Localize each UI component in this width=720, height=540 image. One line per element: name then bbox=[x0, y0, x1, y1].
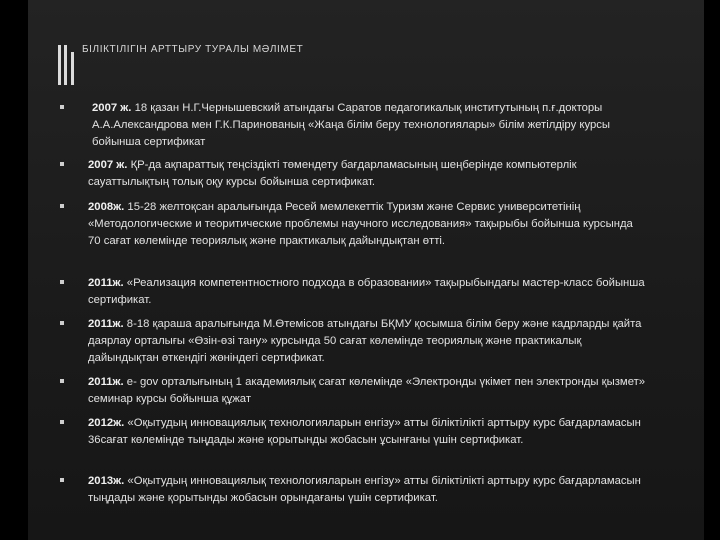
bullet-icon bbox=[60, 105, 64, 109]
item-year: 2011ж. bbox=[88, 277, 124, 289]
bullet-icon bbox=[60, 379, 64, 383]
item-text: «Реализация компетентностного подхода в образовании» тақырыбындағы мастер-класс бойынша сертификат. bbox=[88, 277, 645, 306]
decorative-bar bbox=[58, 45, 61, 85]
item-text: 15-28 желтоқсан аралығында Ресей мемлекеттік Туризм және Сервис университетінің «Методологические и теоритические проблемы научного исследования» тақырыбы бойынша курсында 70 сағат көлемінде теориялық және практикалық дайындықтан өтті. bbox=[88, 201, 633, 247]
slide-title: БІЛІКТІЛІГІН АРТТЫРУ ТУРАЛЫ МӘЛІМЕТ bbox=[82, 44, 304, 55]
bullet-icon bbox=[60, 162, 64, 166]
item-text: «Оқытудың инновациялық технологияларын енгізу» атты біліктілікті арттыру курс бағдарламасын тыңдады және қорытынды жобасын орындағаны үшін сертификат. bbox=[88, 475, 641, 504]
item-year: 2011ж. bbox=[88, 318, 124, 330]
bullet-icon bbox=[60, 478, 64, 482]
item-text: ҚР-да ақпараттық теңсіздікті төмендету бағдарламасының шеңберінде компьютерлік сауаттылықтың толық оқу курсы бойынша сертификат. bbox=[88, 159, 577, 188]
decorative-bar bbox=[71, 52, 74, 85]
item-text: е- gov орталығының 1 академиялық сағат көлемінде «Электронды үкімет пен электронды қызмет» семинар курсы бойынша құжат bbox=[88, 376, 646, 405]
bullet-icon bbox=[60, 204, 64, 208]
item-year: 2012ж. bbox=[88, 417, 125, 429]
item-text: «Оқытудың инновациялық технологияларын енгізу» атты біліктілікті арттыру курс бағдарламасын 36сағат көлемінде тыңдады және қорытынды жобасын ұсынғаны үшін сертификат. bbox=[88, 417, 641, 446]
item-text: 8-18 қараша аралығында М.Өтемісов атындағы БҚМУ қосымша білім беру және кадрларды қайта даярлау орталығы «Өзін-өзі тану» курсында 50 сағат көлемінде теориялық және практикалық дайындықтан өткендігі жөніндегі сертификат. bbox=[88, 318, 642, 364]
item-year: 2011ж. bbox=[88, 376, 124, 388]
bullet-icon bbox=[60, 280, 64, 284]
slide-background bbox=[28, 0, 704, 540]
bullet-icon bbox=[60, 420, 64, 424]
bullet-icon bbox=[60, 321, 64, 325]
item-year: 2007 ж. bbox=[88, 159, 128, 171]
item-text: 18 қазан Н.Г.Чернышевский атындағы Саратов педагогикалық институтының п.ғ.докторы А.А.Александрова мен Г.К.Париновaның «Жаңа білім беру технологиялары» білім жетілдіру курсы бойынша сертификат bbox=[92, 102, 611, 148]
item-year: 2013ж. bbox=[88, 475, 125, 487]
decorative-bar bbox=[64, 45, 67, 85]
item-year: 2008ж. bbox=[88, 201, 125, 213]
item-year: 2007 ж. bbox=[92, 102, 132, 114]
